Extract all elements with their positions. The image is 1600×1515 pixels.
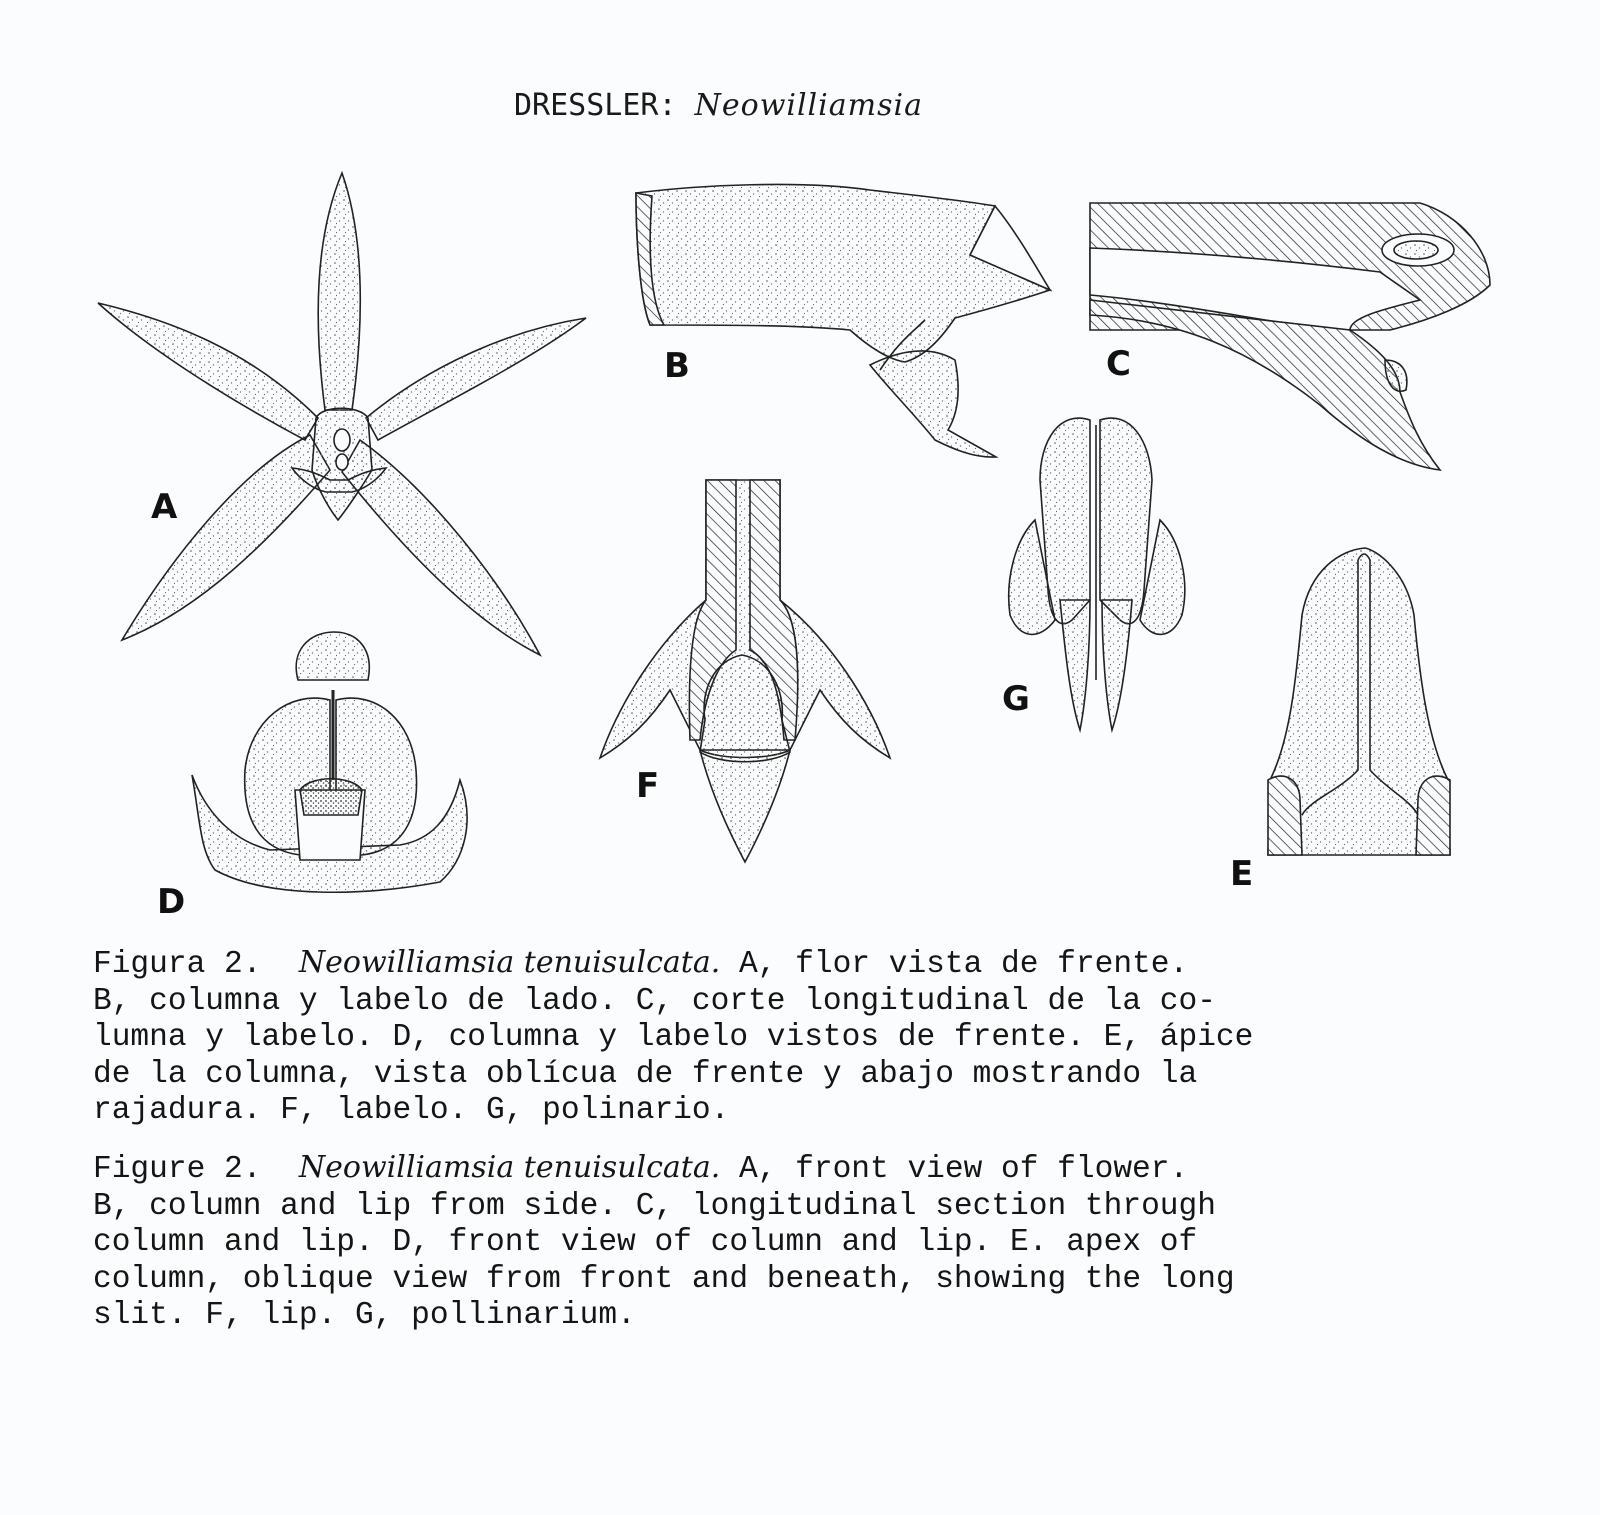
right-petal (366, 318, 586, 440)
label-f: F (636, 766, 660, 806)
caption-es-lead: Figura 2. (93, 947, 262, 982)
label-a: A (151, 487, 178, 527)
caption-en-line2: B, column and lip from side. C, longitudinal section through (93, 1188, 1216, 1224)
caption-en-line3: column and lip. D, front view of column and lip. E. apex of (93, 1225, 1198, 1261)
figure-c-section (1090, 203, 1490, 470)
label-e: E (1230, 854, 1254, 894)
caption-en-line4: column, oblique view from front and beneath, showing the long (93, 1261, 1235, 1297)
caption-es-line3: lumna y labelo. D, columna y labelo vistos de frente. E, ápice (93, 1020, 1254, 1056)
label-c: C (1106, 344, 1131, 384)
caption-en-line5: slit. F, lip. G, pollinarium. (93, 1298, 636, 1334)
caption-es-line5: rajadura. F, labelo. G, polinario. (93, 1093, 730, 1129)
caption-es-line4: de la columna, vista oblícua de frente y abajo mostrando la (93, 1056, 1198, 1092)
dorsal-sepal (318, 173, 360, 410)
caption-spanish (93, 945, 1553, 1130)
caption-en-line1: A, front view of flower. (720, 1152, 1189, 1187)
left-petal (98, 303, 318, 440)
caption-en-lead: Figure 2. (93, 1152, 262, 1187)
header-genus: Neowilliamsia (694, 88, 923, 123)
figure-e-apex (1268, 548, 1450, 855)
caption-es-line2: B, columna y labelo de lado. C, corte longitudinal de la co- (93, 983, 1216, 1019)
caption-es-line1: A, flor vista de frente. (720, 947, 1189, 982)
figure-a-flower (98, 173, 586, 655)
caption-en-species: Neowilliamsia tenuisulcata. (298, 1150, 721, 1185)
figure-b-column-side (636, 184, 1050, 457)
header-author: DRESSLER: (514, 88, 677, 123)
caption-es-species: Neowilliamsia tenuisulcata. (298, 945, 721, 980)
label-g: G (1002, 679, 1030, 719)
label-d: D (157, 882, 186, 922)
left-lateral-sepal (122, 435, 330, 640)
figure-d-front (192, 632, 467, 892)
label-b: B (664, 346, 690, 386)
figure-g-pollinarium (1009, 418, 1185, 730)
caption-english (93, 1150, 1553, 1335)
